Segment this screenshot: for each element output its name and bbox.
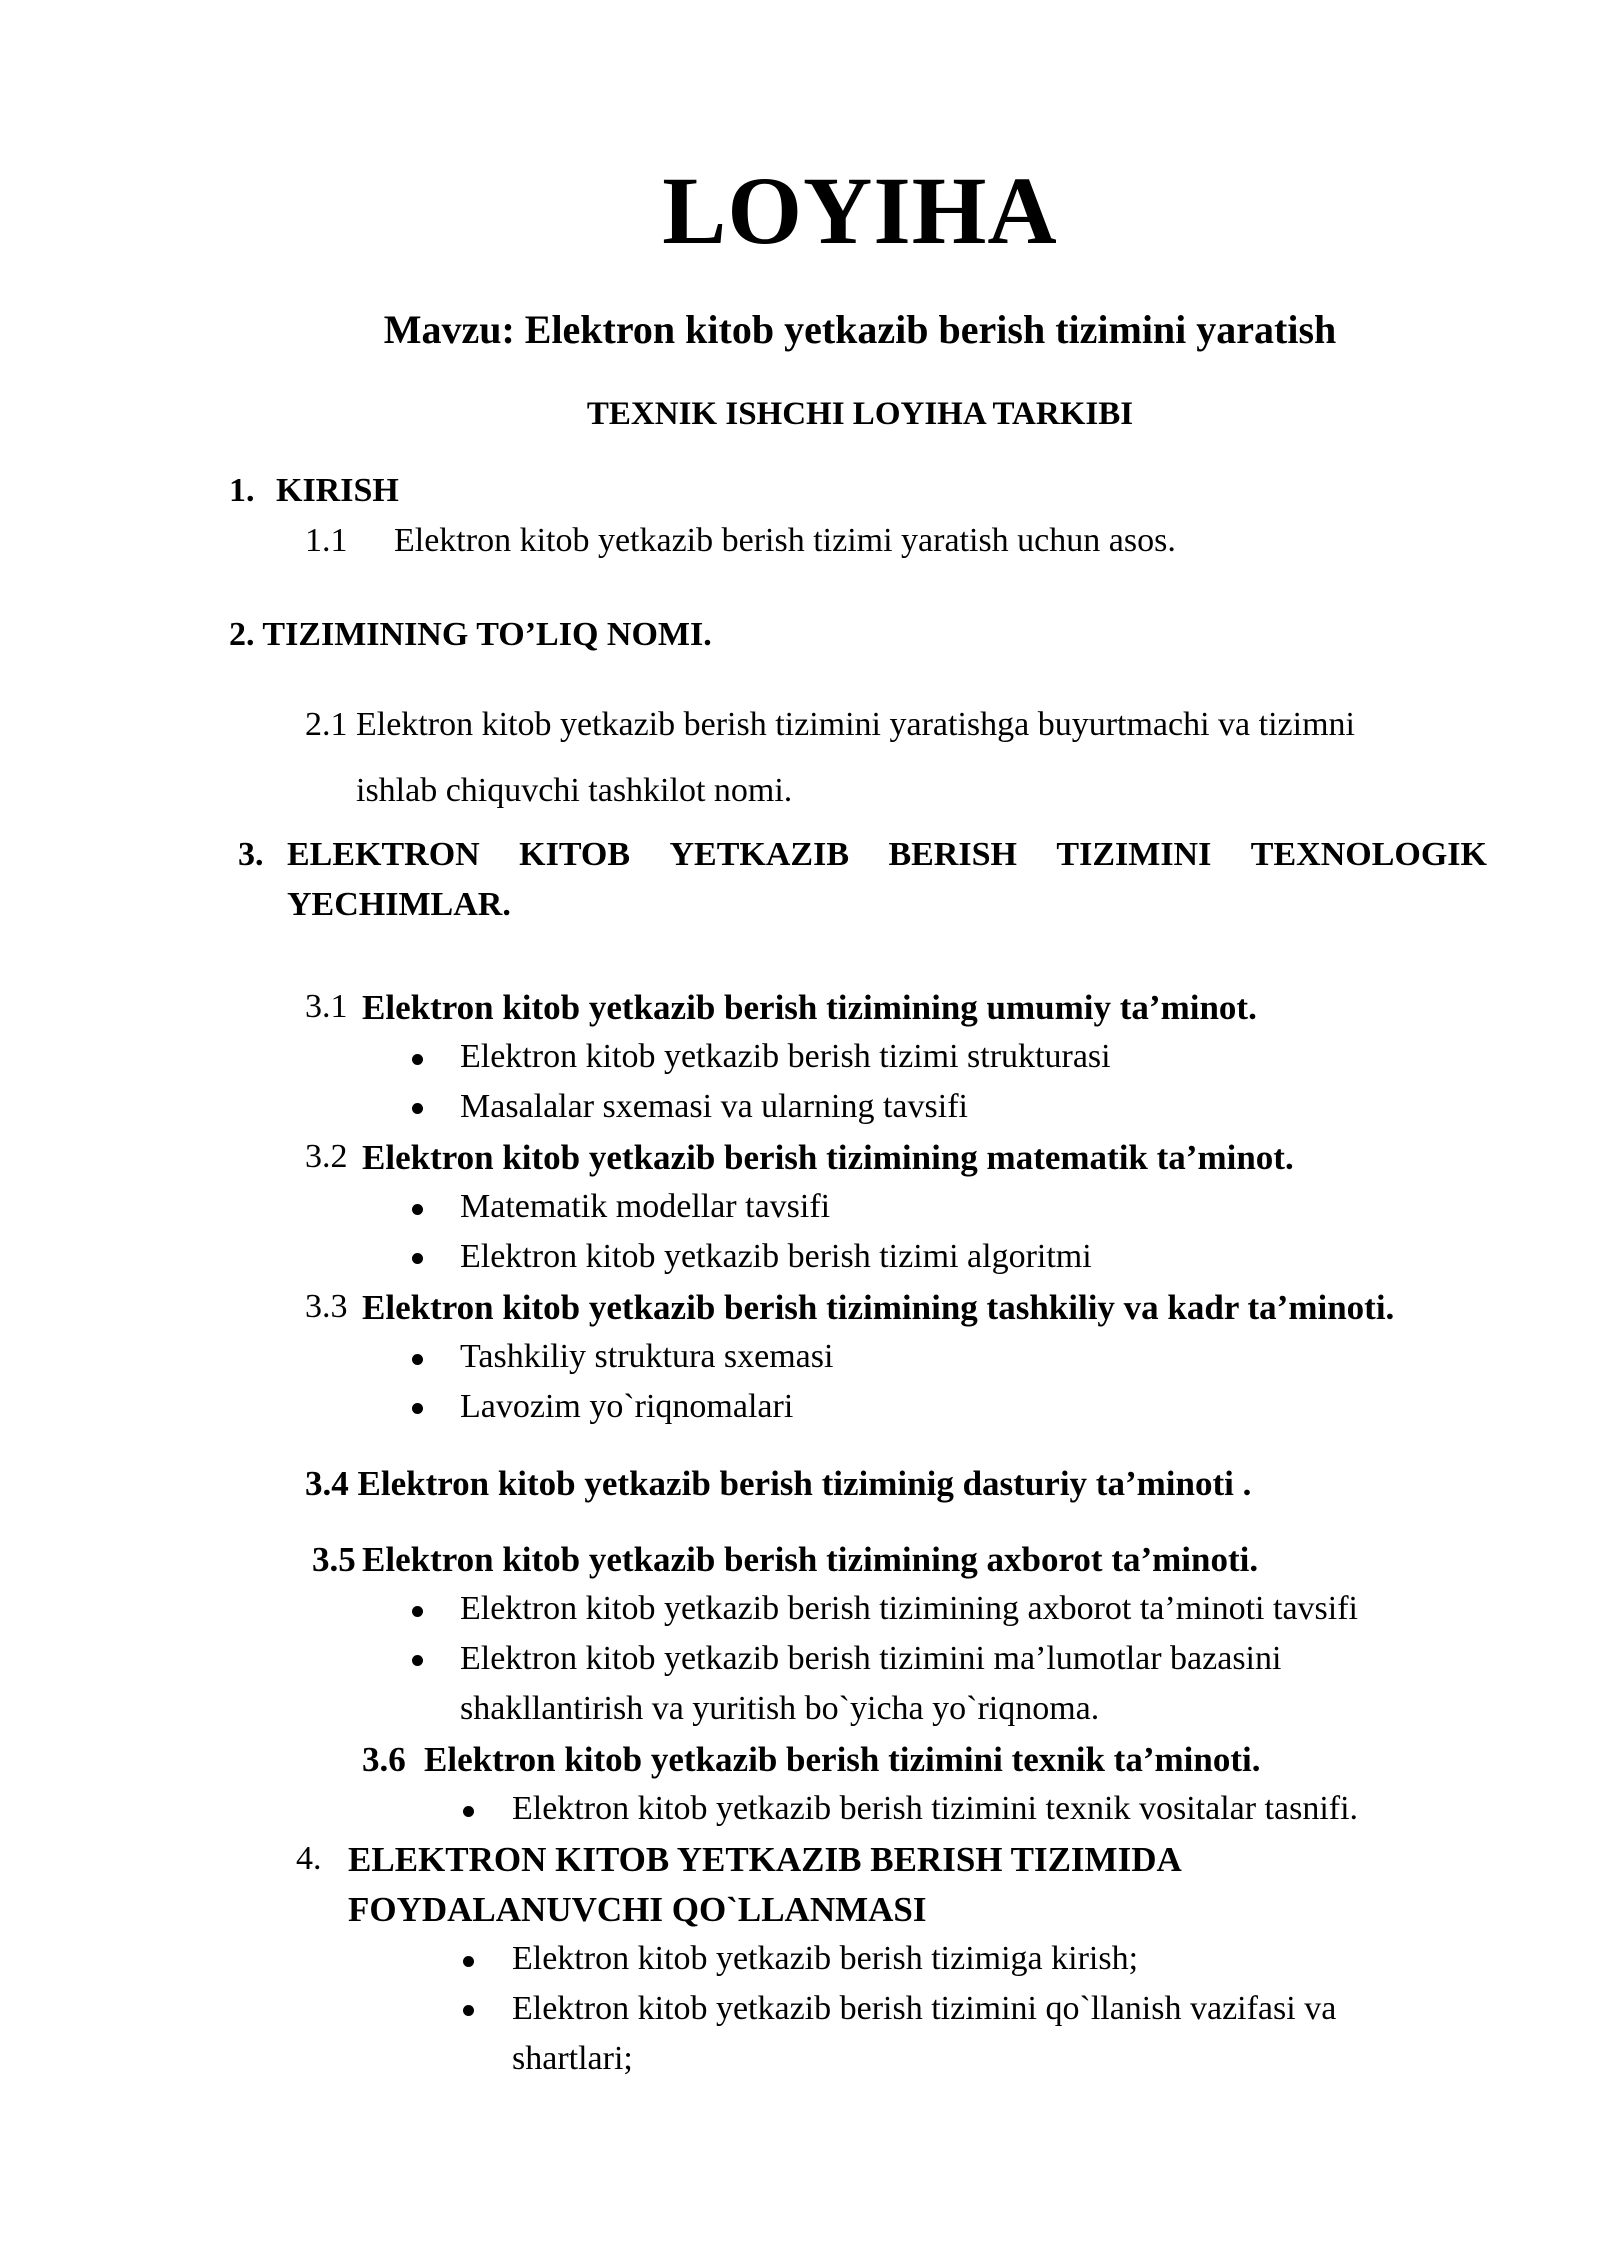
list-item: Tashkiliy struktura sxemasi: [460, 1338, 834, 1375]
list-item: Elektron kitob yetkazib berish tizimi strukturasi: [460, 1038, 1111, 1075]
list-item: Elektron kitob yetkazib berish tizimi algoritmi: [460, 1238, 1092, 1275]
bullet-icon: [412, 1054, 423, 1065]
section-2-1-line1: Elektron kitob yetkazib berish tizimini yaratishga buyurtmachi va tizimni: [356, 706, 1355, 743]
list-item: Masalalar sxemasi va ularning tavsifi: [460, 1088, 968, 1125]
section-1-number: 1.: [229, 472, 255, 509]
section-3-word: ELEKTRON: [287, 836, 480, 873]
list-item: Elektron kitob yetkazib berish tizimini ma’lumotlar bazasini: [460, 1640, 1282, 1677]
list-item: Elektron kitob yetkazib berish tizimini qo`llanish vazifasi va: [512, 1990, 1337, 2027]
section-2-1-number: 2.1: [305, 706, 348, 743]
section-2-1-line2: ishlab chiquvchi tashkilot nomi.: [356, 772, 793, 809]
section-3-1-title: Elektron kitob yetkazib berish tizimining umumiy ta’minot.: [362, 988, 1257, 1027]
bullet-icon: [463, 2005, 474, 2016]
section-3-3-title: Elektron kitob yetkazib berish tizimining tashkiliy va kadr ta’minoti.: [362, 1288, 1395, 1327]
bullet-icon: [412, 1606, 423, 1617]
section-3-word: YETKAZIB: [669, 836, 849, 873]
list-item: Lavozim yo`riqnomalari: [460, 1388, 794, 1425]
section-3-word: KITOB: [519, 836, 631, 873]
section-3-4-title: 3.4 Elektron kitob yetkazib berish tiziminig dasturiy ta’minoti .: [305, 1464, 1252, 1503]
section-3-3-number: 3.3: [305, 1288, 348, 1325]
section-1-1-text: Elektron kitob yetkazib berish tizimi yaratish uchun asos.: [394, 522, 1176, 559]
section-3-title-line2: YECHIMLAR.: [287, 886, 511, 923]
section-3-number: 3.: [238, 836, 264, 873]
section-1-1-number: 1.1: [305, 522, 348, 559]
list-item: Elektron kitob yetkazib berish tizimining axborot ta’minoti tavsifi: [460, 1590, 1358, 1627]
section-3-word: TEXNOLOGIK: [1250, 836, 1487, 873]
section-3-2-title: Elektron kitob yetkazib berish tizimining matematik ta’minot.: [362, 1138, 1294, 1177]
section-3-1-number: 3.1: [305, 988, 348, 1025]
section-3-5-title: Elektron kitob yetkazib berish tizimining axborot ta’minoti.: [362, 1540, 1259, 1579]
bullet-icon: [463, 1806, 474, 1817]
section-3-title: [287, 838, 1487, 922]
section-4-title-line2: FOYDALANUVCHI QO`LLANMASI: [348, 1890, 927, 1929]
section-3-2-number: 3.2: [305, 1138, 348, 1175]
structure-heading: TEXNIK ISHCHI LOYIHA TARKIBI: [586, 396, 1134, 432]
bullet-icon: [412, 1354, 423, 1365]
bullet-icon: [412, 1103, 423, 1114]
section-2-title: 2. TIZIMINING TO’LIQ NOMI.: [229, 616, 712, 653]
section-3-title-line1: [287, 838, 1487, 872]
document-subject: Mavzu: Elektron kitob yetkazib berish tizimini yaratish: [383, 307, 1337, 352]
list-item-continuation: shartlari;: [512, 2040, 633, 2077]
section-3-word: TIZIMINI: [1056, 836, 1212, 873]
section-1-title: KIRISH: [276, 472, 399, 509]
list-item: Matematik modellar tavsifi: [460, 1188, 831, 1225]
list-item-continuation: shakllantirish va yuritish bo`yicha yo`riqnoma.: [460, 1690, 1100, 1727]
document-title: LOYIHA: [662, 157, 1058, 264]
bullet-icon: [412, 1204, 423, 1215]
list-item: Elektron kitob yetkazib berish tizimiga kirish;: [512, 1940, 1139, 1977]
bullet-icon: [412, 1403, 423, 1414]
section-4-title-line1: ELEKTRON KITOB YETKAZIB BERISH TIZIMIDA: [348, 1840, 1182, 1879]
list-item: Elektron kitob yetkazib berish tizimini texnik vositalar tasnifi.: [512, 1790, 1359, 1827]
bullet-icon: [463, 1956, 474, 1967]
bullet-icon: [412, 1253, 423, 1264]
section-3-5-number: 3.5: [312, 1540, 356, 1579]
section-3-6-number: 3.6: [362, 1740, 406, 1779]
bullet-icon: [412, 1655, 423, 1666]
section-3-6-title: Elektron kitob yetkazib berish tizimini texnik ta’minoti.: [424, 1740, 1261, 1779]
section-4-number: 4.: [296, 1840, 322, 1877]
section-3-word: BERISH: [888, 836, 1017, 873]
